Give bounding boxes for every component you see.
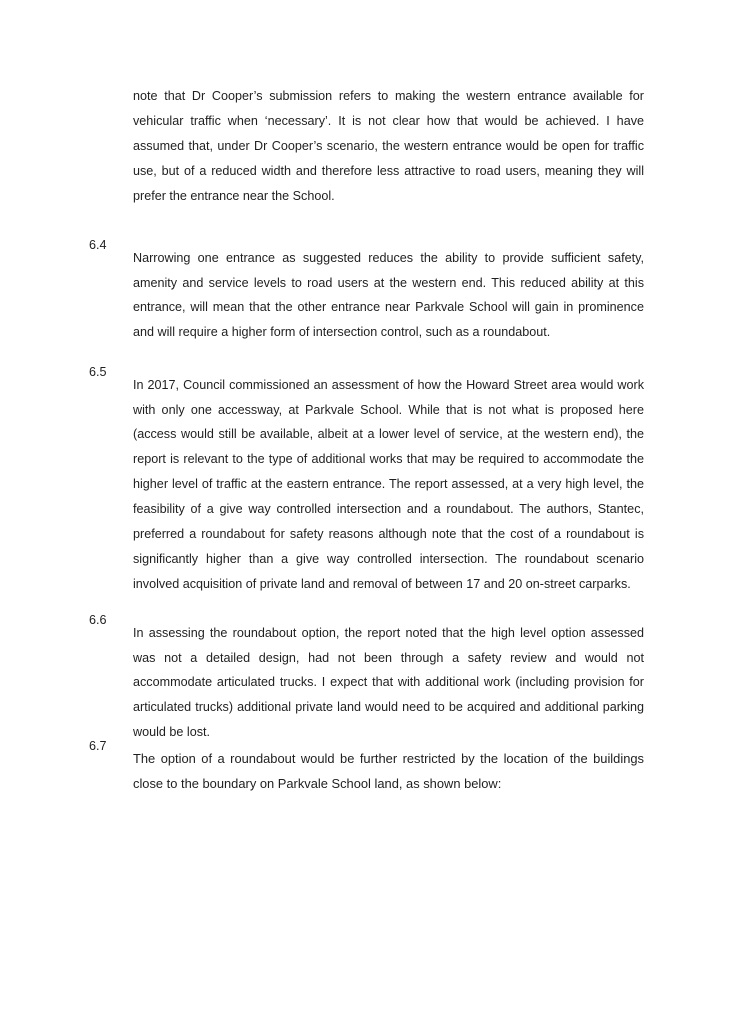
paragraph-6-7 [89,734,644,810]
paragraph-6-5 [89,360,644,609]
paragraph-number: 6.5 [89,365,107,379]
paragraph-number: 6.4 [89,238,107,252]
paragraph-text: In 2017, Council commissioned an assessment of how the Howard Street area would work with only one accessway, at Parkvale School. While that is not what is proposed here (access would still be available, albeit at a lower level of service, at the western end), the report is relevant to the type of additional works that may be required to accommodate the higher level of traffic at the eastern entrance. The report assessed, at a very high level, the feasibility of a give way controlled intersection and a roundabout. The authors, Stantec, preferred a roundabout for safety reasons although note that the cost of a roundabout is significantly higher than a give way controlled intersection. The roundabout scenario involved acquisition of private land and removal of between 17 and 20 on-street carparks. [133,377,644,591]
paragraph-number: 6.7 [89,739,107,753]
paragraph-6-4 [89,233,644,358]
paragraph-number: 6.6 [89,613,107,627]
paragraph-text: In assessing the roundabout option, the report noted that the high level option assessed was not a detailed design, had not been through a safety review and would not accommodate articulated trucks. I expect that with additional work (including provision for articulated trucks) additional private land would need to be acquired and additional parking would be lost. [133,625,644,740]
paragraph-text: The option of a roundabout would be further restricted by the location of the buildings close to the boundary on Parkvale School land, as shown below: [133,750,644,791]
paragraph-text: Narrowing one entrance as suggested reduces the ability to provide sufficient safety, amenity and service levels to road users at the western end. This reduced ability at this entrance, will mean that the other entrance near Parkvale School will gain in prominence and will require a higher form of intersection control, such as a roundabout. [133,250,644,340]
continued-paragraph: note that Dr Cooper’s submission refers to making the western entrance available for vehicular traffic when ‘necessary’. It is not clear how that would be achieved. I have assumed that, under Dr Cooper’s scenario, the western entrance would be open for traffic use, but of a reduced width and therefore less attractive to road users, meaning they will prefer the entrance near the School. [133,89,644,203]
